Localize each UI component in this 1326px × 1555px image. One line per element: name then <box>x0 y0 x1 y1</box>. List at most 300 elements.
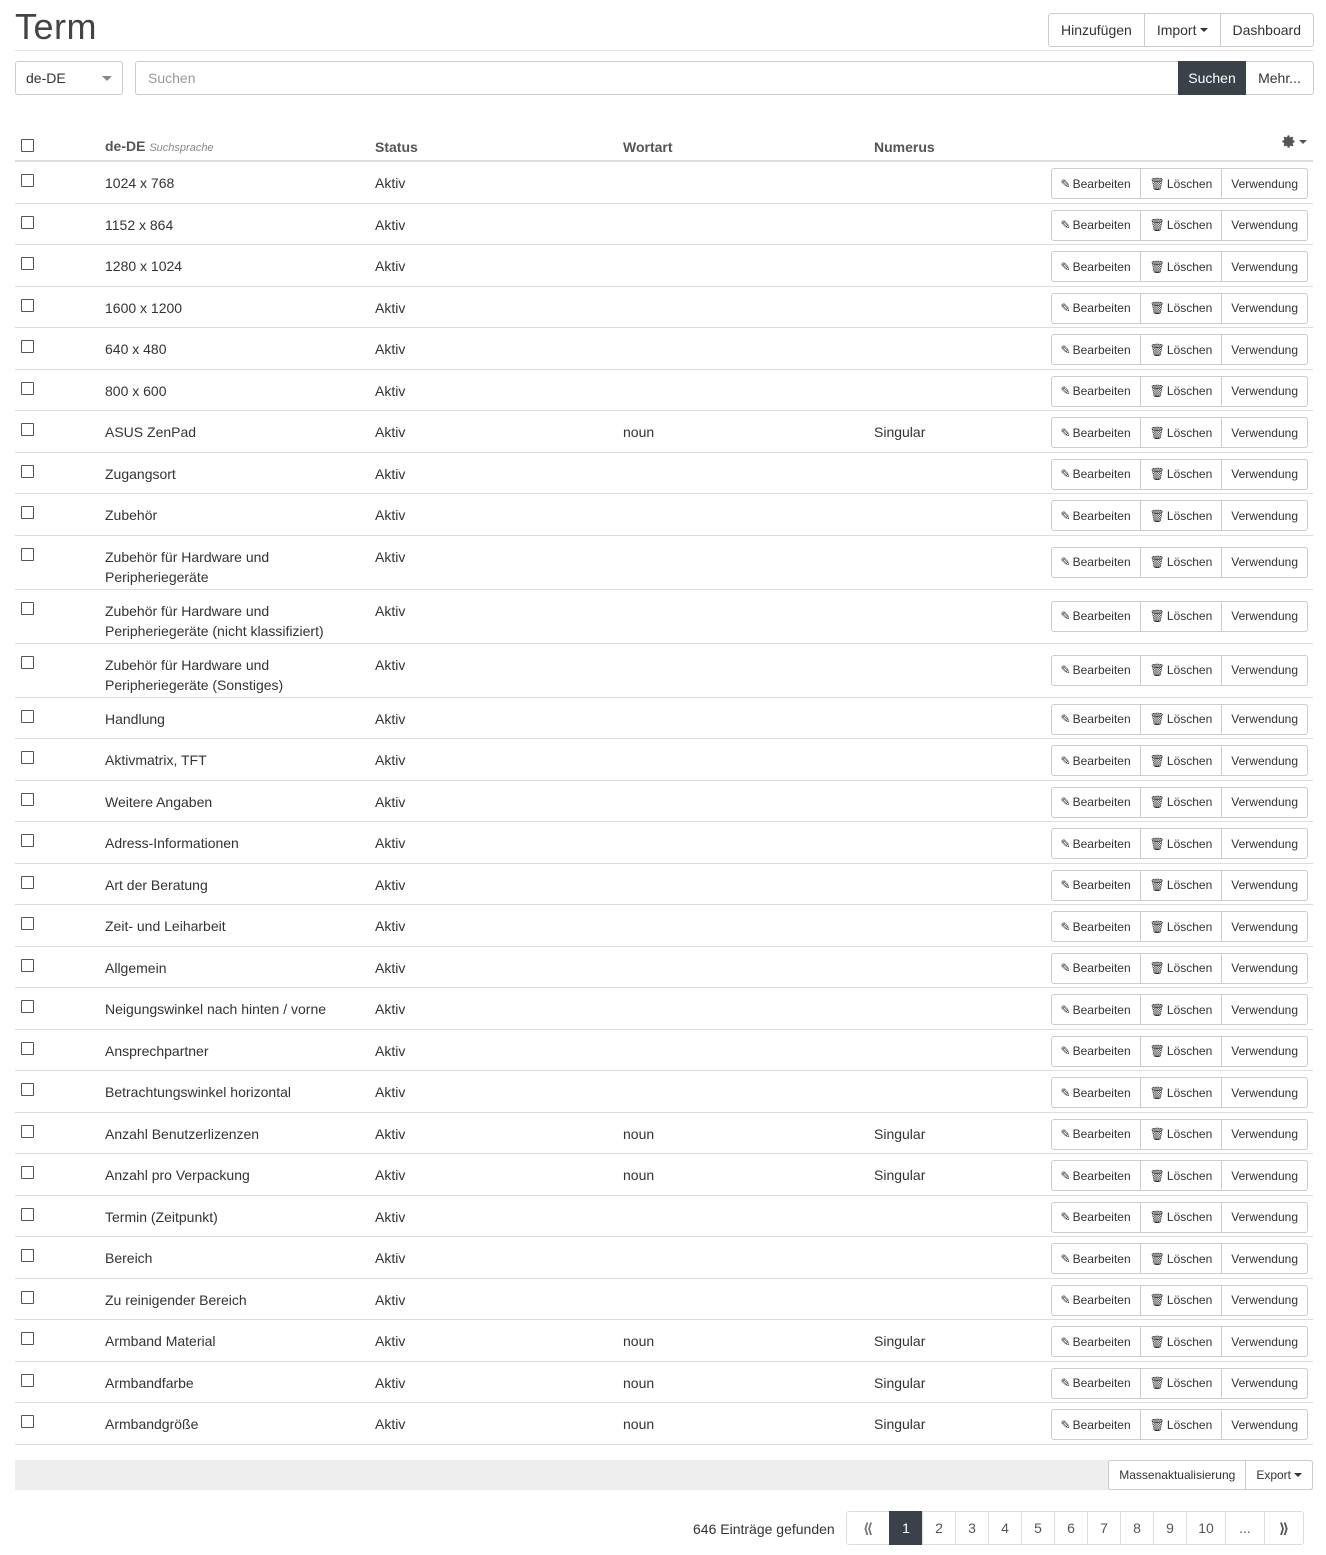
usage-button[interactable]: Verwendung <box>1221 334 1308 365</box>
row-checkbox[interactable] <box>21 340 34 353</box>
delete-label: Löschen <box>1166 1168 1213 1183</box>
delete-button[interactable] <box>1140 1243 1223 1274</box>
edit-button[interactable] <box>1051 870 1141 901</box>
edit-label: Bearbeiten <box>1072 384 1131 398</box>
page-9[interactable]: 9 <box>1153 1511 1187 1545</box>
row-checkbox[interactable] <box>21 465 34 478</box>
delete-button[interactable] <box>1140 1119 1223 1150</box>
status-cell: Aktiv <box>375 1167 406 1183</box>
edit-label: Bearbeiten <box>1072 301 1131 315</box>
delete-label: Löschen <box>1166 753 1213 768</box>
edit-button[interactable] <box>1051 1326 1141 1357</box>
more-button[interactable]: Mehr... <box>1246 61 1314 95</box>
row-checkbox[interactable] <box>21 710 34 723</box>
double-chevron-right-icon: ⟫ <box>1278 1519 1290 1536</box>
edit-button[interactable] <box>1051 1160 1141 1191</box>
edit-label: Bearbeiten <box>1072 508 1131 523</box>
edit-button[interactable] <box>1051 994 1141 1025</box>
trash-icon: 🗑 <box>1149 301 1165 315</box>
row-checkbox[interactable] <box>21 1166 34 1179</box>
pencil-icon: ✎ <box>1060 425 1071 440</box>
edit-button[interactable] <box>1051 911 1141 942</box>
pencil-icon: ✎ <box>1060 1251 1071 1266</box>
double-chevron-left-icon: ⟪ <box>862 1519 874 1536</box>
edit-button[interactable] <box>1051 251 1141 282</box>
row-checkbox[interactable] <box>21 1125 34 1138</box>
search-input[interactable] <box>135 61 1179 95</box>
usage-button[interactable]: Verwendung <box>1221 745 1308 776</box>
delete-button[interactable] <box>1140 1285 1223 1316</box>
page-4[interactable]: 4 <box>988 1511 1022 1545</box>
row-checkbox[interactable] <box>21 216 34 229</box>
export-dropdown-button[interactable] <box>1245 1460 1313 1490</box>
column-term[interactable] <box>105 138 214 154</box>
usage-button[interactable]: Verwendung <box>1221 953 1308 984</box>
edit-label: Bearbeiten <box>1072 1168 1131 1183</box>
status-cell: Aktiv <box>375 1001 406 1017</box>
status-cell: Aktiv <box>375 465 406 482</box>
column-settings-button[interactable] <box>1281 134 1307 149</box>
table-row <box>15 494 1313 536</box>
table-row <box>15 328 1313 370</box>
footer-actions <box>1109 1460 1313 1490</box>
page-10[interactable]: 10 <box>1186 1511 1226 1545</box>
row-actions <box>1052 168 1308 199</box>
usage-button[interactable]: Verwendung <box>1221 168 1308 199</box>
usage-button[interactable]: Verwendung <box>1221 1036 1308 1067</box>
language-select[interactable] <box>15 61 123 95</box>
page-5[interactable]: 5 <box>1021 1511 1055 1545</box>
edit-button[interactable] <box>1051 500 1141 531</box>
term-cell: Zugangsort <box>105 465 176 482</box>
usage-button[interactable]: Verwendung <box>1221 251 1308 282</box>
usage-button[interactable]: Verwendung <box>1221 1285 1308 1316</box>
delete-button[interactable] <box>1140 293 1223 324</box>
row-checkbox[interactable] <box>21 1415 34 1428</box>
row-actions <box>1052 953 1308 984</box>
term-cell: Adress-Informationen <box>105 835 239 851</box>
delete-button[interactable] <box>1140 870 1223 901</box>
page-6[interactable]: 6 <box>1054 1511 1088 1545</box>
select-all-checkbox[interactable] <box>21 139 34 152</box>
usage-button[interactable]: Verwendung <box>1221 1243 1308 1274</box>
row-actions <box>1052 655 1308 686</box>
edit-button[interactable] <box>1051 168 1141 199</box>
trash-icon: 🗑 <box>1149 1251 1165 1266</box>
status-cell: Aktiv <box>375 793 406 810</box>
delete-label: Löschen <box>1166 1251 1213 1266</box>
dashboard-button[interactable]: Dashboard <box>1220 13 1315 47</box>
trash-icon: 🗑 <box>1149 508 1165 523</box>
delete-label: Löschen <box>1166 555 1213 569</box>
edit-label: Bearbeiten <box>1072 919 1131 934</box>
delete-button[interactable] <box>1140 1326 1223 1357</box>
pencil-icon: ✎ <box>1060 836 1071 851</box>
pencil-icon: ✎ <box>1060 218 1071 232</box>
row-actions <box>1052 1160 1308 1191</box>
trash-icon: 🗑 <box>1149 384 1165 398</box>
pencil-icon: ✎ <box>1060 259 1071 274</box>
pencil-icon: ✎ <box>1060 508 1071 523</box>
edit-label: Bearbeiten <box>1072 1002 1131 1017</box>
result-count: 646 Einträge gefunden <box>693 1521 835 1537</box>
edit-button[interactable] <box>1051 704 1141 735</box>
table-row <box>15 1030 1313 1072</box>
delete-button[interactable] <box>1140 459 1223 490</box>
usage-button[interactable]: Verwendung <box>1221 1119 1308 1150</box>
row-checkbox[interactable] <box>21 257 34 270</box>
delete-button[interactable] <box>1140 745 1223 776</box>
page-8[interactable]: 8 <box>1120 1511 1154 1545</box>
edit-button[interactable] <box>1051 376 1141 407</box>
edit-button[interactable] <box>1051 334 1141 365</box>
edit-label: Bearbeiten <box>1072 425 1131 440</box>
delete-label: Löschen <box>1166 425 1213 440</box>
row-actions <box>1052 334 1308 365</box>
row-checkbox[interactable] <box>21 602 34 615</box>
pencil-icon: ✎ <box>1060 342 1071 357</box>
delete-button[interactable] <box>1140 1409 1223 1440</box>
edit-label: Bearbeiten <box>1072 1210 1131 1224</box>
table-row <box>15 698 1313 740</box>
row-checkbox[interactable] <box>21 917 34 930</box>
edit-button[interactable] <box>1051 547 1141 578</box>
edit-button[interactable] <box>1051 1368 1141 1399</box>
row-checkbox[interactable] <box>21 1332 34 1345</box>
edit-button[interactable] <box>1051 1119 1141 1150</box>
edit-label: Bearbeiten <box>1072 712 1131 726</box>
numerus-cell: Singular <box>874 1125 926 1142</box>
pencil-icon: ✎ <box>1060 1210 1071 1224</box>
trash-icon: 🗑 <box>1149 795 1165 809</box>
row-checkbox[interactable] <box>21 1374 34 1387</box>
term-cell: Zubehör für Hardware und Peripheriegeräte (Sonstiges) <box>105 656 284 693</box>
edit-button[interactable] <box>1051 953 1141 984</box>
delete-label: Löschen <box>1166 259 1213 274</box>
language-select-value: de-DE <box>26 70 66 86</box>
table-header <box>15 128 1313 162</box>
row-actions <box>1052 376 1308 407</box>
usage-button[interactable]: Verwendung <box>1221 911 1308 942</box>
edit-button[interactable] <box>1051 745 1141 776</box>
delete-button[interactable] <box>1140 994 1223 1025</box>
term-cell: Armband Material <box>105 1333 216 1349</box>
pencil-icon: ✎ <box>1060 467 1071 481</box>
row-actions <box>1052 828 1308 859</box>
usage-button[interactable]: Verwendung <box>1221 1326 1308 1357</box>
term-cell: Neigungswinkel nach hinten / vorne <box>105 1001 327 1017</box>
status-cell: Aktiv <box>375 1416 406 1432</box>
trash-icon: 🗑 <box>1149 878 1165 892</box>
table-row <box>15 1320 1313 1362</box>
edit-label: Bearbeiten <box>1072 555 1131 569</box>
edit-button[interactable] <box>1051 1409 1141 1440</box>
table-row <box>15 947 1313 989</box>
usage-button[interactable]: Verwendung <box>1221 1160 1308 1191</box>
term-cell: Allgemein <box>105 959 167 976</box>
edit-label: Bearbeiten <box>1072 1417 1131 1432</box>
edit-button[interactable] <box>1051 828 1141 859</box>
delete-button[interactable] <box>1140 168 1223 199</box>
delete-label: Löschen <box>1166 1085 1213 1100</box>
status-cell: Aktiv <box>375 341 406 357</box>
last-page-button[interactable] <box>1264 1511 1304 1545</box>
pencil-icon: ✎ <box>1060 1334 1071 1349</box>
usage-button[interactable]: Verwendung <box>1221 828 1308 859</box>
trash-icon: 🗑 <box>1149 1376 1165 1390</box>
trash-icon: 🗑 <box>1149 836 1165 851</box>
delete-label: Löschen <box>1166 1293 1213 1307</box>
term-cell: 800 x 600 <box>105 382 167 399</box>
table-row <box>15 1237 1313 1279</box>
table-row <box>15 1362 1313 1404</box>
delete-label: Löschen <box>1166 1210 1213 1224</box>
delete-label: Löschen <box>1166 508 1213 523</box>
usage-button[interactable]: Verwendung <box>1221 704 1308 735</box>
wortart-cell: noun <box>623 1416 655 1432</box>
delete-button[interactable] <box>1140 1036 1223 1067</box>
edit-button[interactable] <box>1051 1285 1141 1316</box>
edit-button[interactable] <box>1051 293 1141 324</box>
status-cell: Aktiv <box>375 216 406 233</box>
column-numerus[interactable]: Numerus <box>874 139 935 155</box>
usage-button[interactable]: Verwendung <box>1221 376 1308 407</box>
usage-button[interactable]: Verwendung <box>1221 655 1308 686</box>
table-row <box>15 822 1313 864</box>
page-1[interactable]: 1 <box>889 1511 923 1545</box>
trash-icon: 🗑 <box>1149 555 1165 569</box>
row-checkbox[interactable] <box>21 834 34 847</box>
edit-button[interactable] <box>1051 210 1141 241</box>
delete-label: Löschen <box>1166 301 1213 315</box>
status-cell: Aktiv <box>375 548 406 565</box>
import-dropdown-button[interactable] <box>1144 13 1221 47</box>
row-checkbox[interactable] <box>21 1208 34 1221</box>
status-cell: Aktiv <box>375 1208 406 1225</box>
term-cell: Armbandfarbe <box>105 1374 194 1391</box>
search-button[interactable]: Suchen <box>1178 61 1246 95</box>
usage-button[interactable]: Verwendung <box>1221 1368 1308 1399</box>
edit-label: Bearbeiten <box>1072 1127 1131 1141</box>
usage-button[interactable]: Verwendung <box>1221 417 1308 448</box>
usage-button[interactable]: Verwendung <box>1221 1202 1308 1233</box>
row-checkbox[interactable] <box>21 1291 34 1304</box>
pencil-icon: ✎ <box>1060 1376 1071 1390</box>
table-row <box>15 287 1313 329</box>
row-checkbox[interactable] <box>21 506 34 519</box>
row-actions <box>1052 704 1308 735</box>
trash-icon: 🗑 <box>1149 1210 1165 1224</box>
table-row <box>15 1196 1313 1238</box>
delete-button[interactable] <box>1140 1077 1223 1108</box>
term-cell: Anzahl Benutzerlizenzen <box>105 1125 260 1142</box>
header-actions <box>1049 13 1314 47</box>
page-2[interactable]: 2 <box>922 1511 956 1545</box>
row-actions <box>1052 1119 1308 1150</box>
delete-button[interactable] <box>1140 911 1223 942</box>
delete-button[interactable] <box>1140 251 1223 282</box>
usage-button[interactable]: Verwendung <box>1221 547 1308 578</box>
edit-label: Bearbeiten <box>1072 663 1131 677</box>
caret-down-icon <box>1200 28 1208 32</box>
add-button[interactable]: Hinzufügen <box>1048 13 1145 47</box>
pencil-icon: ✎ <box>1060 1044 1071 1058</box>
column-wortart[interactable]: Wortart <box>623 139 673 155</box>
row-checkbox[interactable] <box>21 299 34 312</box>
status-cell: Aktiv <box>375 1125 406 1142</box>
table-row <box>15 864 1313 906</box>
pencil-icon: ✎ <box>1060 1127 1071 1141</box>
delete-label: Löschen <box>1166 961 1213 975</box>
edit-button[interactable] <box>1051 1202 1141 1233</box>
edit-button[interactable] <box>1051 787 1141 818</box>
row-checkbox[interactable] <box>21 876 34 889</box>
table-row <box>15 1071 1313 1113</box>
table-row <box>15 204 1313 246</box>
edit-label: Bearbeiten <box>1072 795 1131 809</box>
page-ellipsis[interactable]: ... <box>1225 1511 1265 1545</box>
row-checkbox[interactable] <box>21 959 34 972</box>
edit-button[interactable] <box>1051 1077 1141 1108</box>
trash-icon: 🗑 <box>1149 961 1165 975</box>
pencil-icon: ✎ <box>1060 1293 1071 1307</box>
trash-icon: 🗑 <box>1149 342 1165 357</box>
delete-label: Löschen <box>1166 919 1213 934</box>
row-checkbox[interactable] <box>21 1249 34 1262</box>
delete-button[interactable] <box>1140 547 1223 578</box>
table-row <box>15 370 1313 412</box>
edit-label: Bearbeiten <box>1072 1334 1131 1349</box>
column-status[interactable]: Status <box>375 139 418 155</box>
row-checkbox[interactable] <box>21 174 34 187</box>
delete-button[interactable] <box>1140 704 1223 735</box>
delete-label: Löschen <box>1166 1376 1213 1390</box>
row-checkbox[interactable] <box>21 382 34 395</box>
edit-button[interactable] <box>1051 417 1141 448</box>
delete-button[interactable] <box>1140 1202 1223 1233</box>
usage-button[interactable]: Verwendung <box>1221 210 1308 241</box>
numerus-cell: Singular <box>874 1374 926 1391</box>
row-checkbox[interactable] <box>21 423 34 436</box>
row-checkbox[interactable] <box>21 793 34 806</box>
usage-button[interactable]: Verwendung <box>1221 787 1308 818</box>
caret-down-icon <box>1299 140 1307 144</box>
delete-button[interactable] <box>1140 1368 1223 1399</box>
usage-button[interactable]: Verwendung <box>1221 601 1308 632</box>
pencil-icon: ✎ <box>1060 753 1071 768</box>
edit-label: Bearbeiten <box>1072 836 1131 851</box>
edit-label: Bearbeiten <box>1072 218 1131 232</box>
usage-button[interactable]: Verwendung <box>1221 1077 1308 1108</box>
row-actions <box>1052 1409 1308 1440</box>
trash-icon: 🗑 <box>1149 425 1165 440</box>
pencil-icon: ✎ <box>1060 961 1071 975</box>
row-checkbox[interactable] <box>21 548 34 561</box>
page-title: Term <box>15 6 97 47</box>
caret-down-icon <box>102 76 112 81</box>
first-page-button[interactable] <box>846 1511 890 1545</box>
usage-button[interactable]: Verwendung <box>1221 500 1308 531</box>
status-cell: Aktiv <box>375 299 406 316</box>
delete-button[interactable] <box>1140 210 1223 241</box>
delete-label: Löschen <box>1166 1417 1213 1432</box>
edit-label: Bearbeiten <box>1072 1085 1131 1100</box>
status-cell: Aktiv <box>375 1250 406 1266</box>
row-checkbox[interactable] <box>21 751 34 764</box>
usage-button[interactable]: Verwendung <box>1221 994 1308 1025</box>
delete-button[interactable] <box>1140 655 1223 686</box>
pencil-icon: ✎ <box>1060 301 1071 315</box>
delete-label: Löschen <box>1166 1334 1213 1349</box>
delete-button[interactable] <box>1140 601 1223 632</box>
usage-button[interactable]: Verwendung <box>1221 870 1308 901</box>
edit-button[interactable] <box>1051 459 1141 490</box>
row-actions <box>1052 1285 1308 1316</box>
pencil-icon: ✎ <box>1060 712 1071 726</box>
status-cell: Aktiv <box>375 1374 406 1391</box>
edit-label: Bearbeiten <box>1072 961 1131 975</box>
edit-button[interactable] <box>1051 655 1141 686</box>
delete-button[interactable] <box>1140 334 1223 365</box>
row-checkbox[interactable] <box>21 656 34 669</box>
edit-button[interactable] <box>1051 601 1141 632</box>
term-cell: Aktivmatrix, TFT <box>105 752 207 768</box>
edit-label: Bearbeiten <box>1072 878 1131 892</box>
delete-button[interactable] <box>1140 828 1223 859</box>
delete-button[interactable] <box>1140 376 1223 407</box>
edit-button[interactable] <box>1051 1036 1141 1067</box>
bulk-update-button[interactable]: Massenaktualisierung <box>1108 1460 1246 1490</box>
row-checkbox[interactable] <box>21 1083 34 1096</box>
term-cell: 1152 x 864 <box>105 216 174 233</box>
trash-icon: 🗑 <box>1149 176 1165 191</box>
row-actions <box>1052 1036 1308 1067</box>
trash-icon: 🗑 <box>1149 1044 1165 1058</box>
row-actions <box>1052 1368 1308 1399</box>
table-row <box>15 905 1313 947</box>
row-checkbox[interactable] <box>21 1042 34 1055</box>
delete-button[interactable] <box>1140 500 1223 531</box>
term-cell: Zubehör für Hardware und Peripheriegeräte (nicht klassifiziert) <box>105 602 324 639</box>
usage-button[interactable]: Verwendung <box>1221 459 1308 490</box>
trash-icon: 🗑 <box>1149 1002 1165 1017</box>
delete-button[interactable] <box>1140 417 1223 448</box>
page-3[interactable]: 3 <box>955 1511 989 1545</box>
delete-button[interactable] <box>1140 787 1223 818</box>
term-cell: Ansprechpartner <box>105 1042 209 1059</box>
row-checkbox[interactable] <box>21 1000 34 1013</box>
delete-button[interactable] <box>1140 953 1223 984</box>
table-row <box>15 590 1313 644</box>
trash-icon: 🗑 <box>1149 1293 1165 1307</box>
delete-label: Löschen <box>1166 218 1213 232</box>
wortart-cell: noun <box>623 424 655 440</box>
term-cell: Armbandgröße <box>105 1416 199 1432</box>
header-divider <box>15 50 1313 51</box>
table-row <box>15 536 1313 590</box>
row-actions <box>1052 459 1308 490</box>
usage-button[interactable]: Verwendung <box>1221 293 1308 324</box>
page-7[interactable]: 7 <box>1087 1511 1121 1545</box>
edit-label: Bearbeiten <box>1072 259 1131 274</box>
status-cell: Aktiv <box>375 382 406 399</box>
edit-button[interactable] <box>1051 1243 1141 1274</box>
pencil-icon: ✎ <box>1060 609 1071 623</box>
delete-button[interactable] <box>1140 1160 1223 1191</box>
usage-button[interactable]: Verwendung <box>1221 1409 1308 1440</box>
import-label: Import <box>1156 22 1197 38</box>
status-cell: Aktiv <box>375 1042 406 1059</box>
